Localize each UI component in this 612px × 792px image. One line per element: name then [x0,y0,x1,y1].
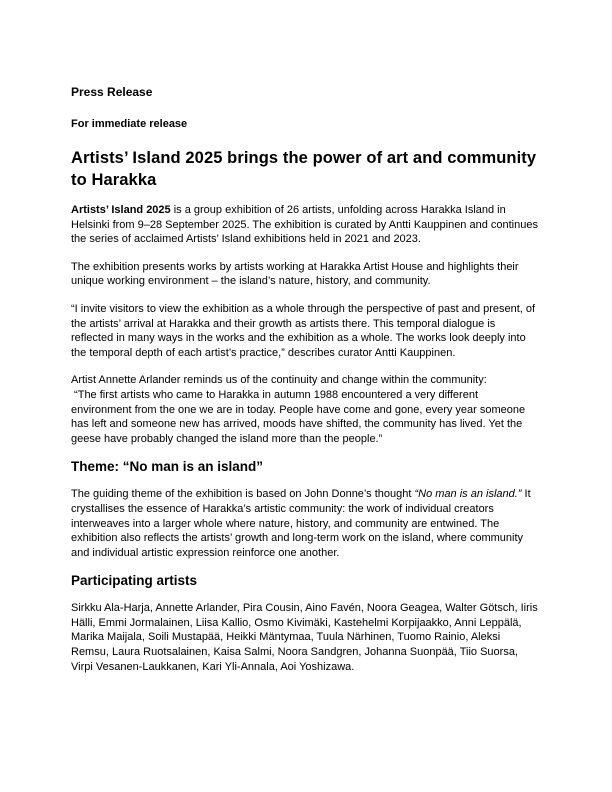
theme-paragraph [71,487,540,560]
intro-rest: is a group exhibition of 26 artists, unfolding across Harakka Island in Helsinki from 9–28 September 2025. The exhibition is curated by Antti Kauppinen and continues the series of acclaimed Artists’ Island exhibitions held in 2021 and 2023. [71,204,538,246]
theme-after: It crystallises the essence of Harakka’s artistic community: the work of individual creators interweaves into a larger whole where nature, history, and community are entwined. The exhibition also reflects the artists’ growth and long-term work on the island, where community and individual artistic expression reinforce one another. [71,488,531,559]
intro-lead-bold: Artists’ Island 2025 [71,204,171,216]
page-title: Artists’ Island 2025 brings the power of art and community to Harakka [71,149,537,189]
kicker-press-release: Press Release [71,85,153,99]
theme-donne-quote-italic: “No man is an island.” [414,488,522,501]
theme-section-heading: Theme: “No man is an island” [71,459,264,475]
curator-quote-paragraph: “I invite visitors to view the exhibition as a whole through the perspective of past and present, of the artists’ arrival at Harakka and their growth as artists there. This temporal dialogue is reflected in many ways in the works and the exhibition as a whole. The works look deeply into the temporal depth of each artist’s practice,” describes curator Antti Kauppinen. [71,302,536,359]
participating-artists-heading: Participating artists [71,573,198,589]
theme-before: The guiding theme of the exhibition is based on John Donne’s thought [71,488,415,501]
arlander-quote: “The first artists who came to Harakka in autumn 1988 encountered a very different environment from the one we are in today. People have come and gone, every year someone has left and someone new has arrived, moods have shifted, the community has lived. Yet the geese have probably changed the island more than the people.” [71,388,526,445]
arlander-paragraph [71,373,540,446]
environment-paragraph: The exhibition presents works by artists working at Harakka Artist House and highlights their unique working environment – the island’s nature, history, and community. [71,260,519,288]
artists-list-paragraph: Sirkku Ala-Harja, Annette Arlander, Pira Cousin, Aino Favén, Noora Geagea, Walter Götsch, Iiris Hälli, Emmi Jormalainen, Liisa Kallio, Osmo Kivimäki, Kastehelmi Korpijaakko, Anni Leppälä, Marika Maijala, Soili Mustapää, Heikki Mäntymaa, Tuula Närhinen, Tuomo Rainio, Aleksi Remsu, Laura Ruotsalainen, Kaisa Salmi, Noora Sandgren, Johanna Suonpää, Tiio Suorsa, Virpi Vesanen-Laukkanen, Kari Yli-Annala, Aoi Yoshizawa. [71,602,538,673]
release-timing-line: For immediate release [71,118,188,130]
arlander-line1: Artist Annette Arlander reminds us of the continuity and change within the community: [71,374,487,387]
intro-paragraph [71,203,540,247]
